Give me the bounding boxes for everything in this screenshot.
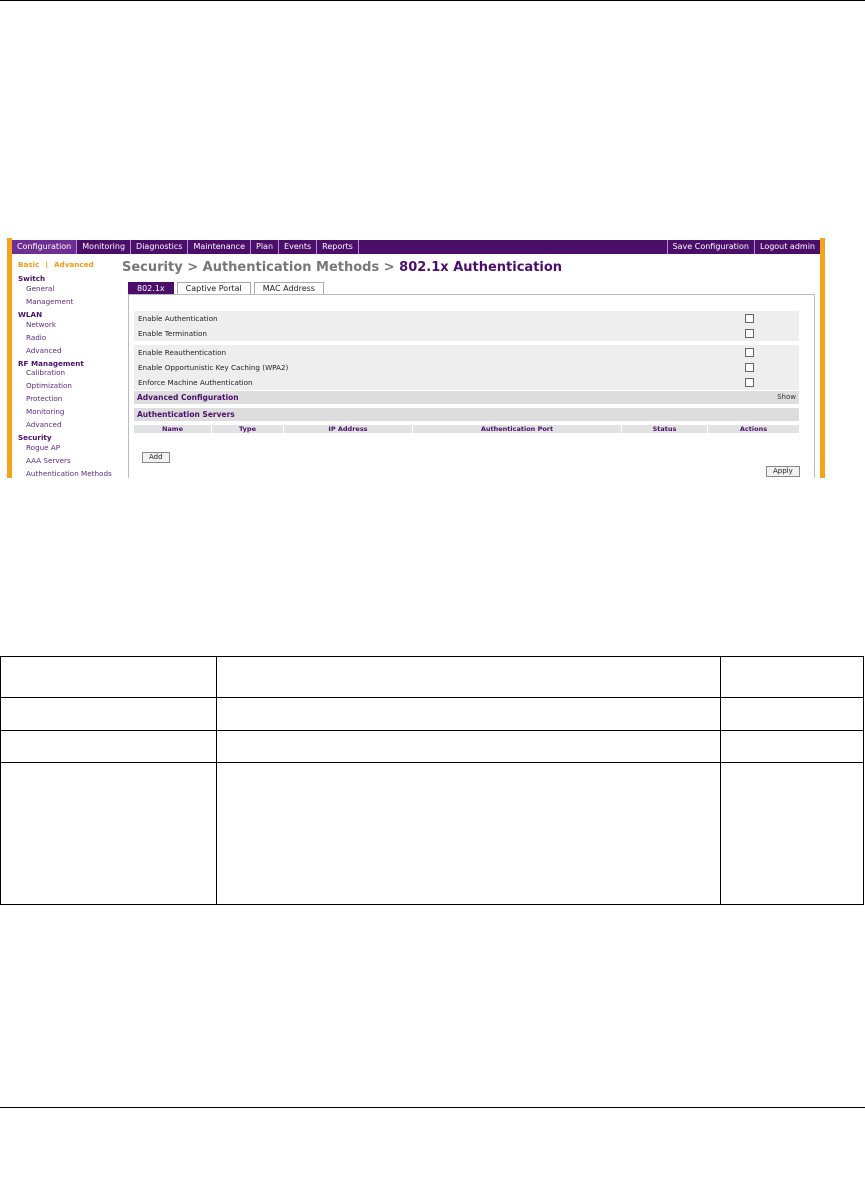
nav-tab-reports[interactable]: Reports [317,240,359,254]
table-cell [217,657,721,698]
page-title [122,260,562,275]
sidebar-section-security: Security [18,433,52,442]
sidebar-item-management[interactable]: Management [26,297,74,306]
table-cell [1,763,217,905]
advanced-configuration-bar [134,391,799,404]
table-cell [1,731,217,763]
option-row [134,311,799,326]
footer-rule [0,1107,865,1108]
breadcrumb-current: 802.1x Authentication [399,260,563,275]
right-accent-bar [820,238,825,478]
basic-mode-link[interactable]: Basic [18,260,40,269]
show-advanced-link[interactable]: Show [777,393,796,401]
sidebar-item-general[interactable]: General [26,284,55,293]
logout-link[interactable]: Logout admin [754,240,820,254]
sidebar-item-radio[interactable]: Radio [26,333,47,342]
sidebar-item-rogue-ap[interactable]: Rogue AP [26,443,61,452]
enable-okc-checkbox[interactable] [745,363,754,372]
table-cell [721,657,864,698]
table-cell [721,731,864,763]
sidebar-section-rf-management: RF Management [18,359,84,368]
table-cell [217,698,721,731]
sidebar-item-wlan-advanced[interactable]: Advanced [26,346,62,355]
authentication-servers-bar [134,408,799,421]
enforce-machine-auth-checkbox[interactable] [745,378,754,387]
option-row [134,326,799,341]
table-header-row [1,657,864,698]
breadcrumb-path: Security > Authentication Methods > [122,260,400,275]
table-cell [721,698,864,731]
enable-okc-label: Enable Opportunistic Key Caching (WPA2) [138,363,289,372]
sidebar-item-monitoring[interactable]: Monitoring [26,407,65,416]
top-navigation [12,240,820,254]
enable-termination-checkbox[interactable] [745,329,754,338]
column-header-ip-address: IP Address [284,425,413,433]
nav-tab-diagnostics[interactable]: Diagnostics [131,240,188,254]
nav-tab-monitoring[interactable]: Monitoring [77,240,131,254]
sidebar [12,254,116,478]
sidebar-mode-switch [18,260,94,269]
column-header-auth-port: Authentication Port [413,425,622,433]
table-row [1,731,864,763]
enable-authentication-checkbox[interactable] [745,314,754,323]
column-header-actions: Actions [739,425,768,433]
mode-separator: | [45,260,48,269]
sidebar-item-optimization[interactable]: Optimization [26,381,72,390]
nav-tab-maintenance[interactable]: Maintenance [188,240,251,254]
table-cell [1,657,217,698]
tab-8021x[interactable]: 802.1x [128,282,174,294]
sidebar-item-aaa-servers[interactable]: AAA Servers [26,456,71,465]
option-row [134,360,799,375]
enforce-machine-auth-label: Enforce Machine Authentication [138,378,253,387]
apply-button[interactable]: Apply [766,466,800,477]
header-rule [0,0,865,1]
table-row [1,698,864,731]
authentication-servers-title: Authentication Servers [137,410,235,419]
column-header-status: Status [622,425,708,433]
table-cell [217,763,721,905]
table-row [1,763,864,905]
save-configuration-link[interactable]: Save Configuration [667,240,754,254]
advanced-configuration-title: Advanced Configuration [137,393,239,402]
enable-reauthentication-checkbox[interactable] [745,348,754,357]
column-header-name: Name [134,425,212,433]
sub-tabs [128,282,327,294]
sidebar-item-authentication-methods[interactable]: Authentication Methods [26,469,112,478]
add-server-button[interactable]: Add [142,452,170,463]
tab-captive-portal[interactable]: Captive Portal [177,282,251,294]
screenshot [7,238,825,478]
enable-authentication-label: Enable Authentication [138,314,218,323]
sidebar-section-switch: Switch [18,274,46,283]
nav-tab-events[interactable]: Events [279,240,317,254]
sidebar-item-network[interactable]: Network [26,320,57,329]
option-row [134,345,799,360]
enable-reauthentication-label: Enable Reauthentication [138,348,227,357]
table-cell [217,731,721,763]
table-cell [721,763,864,905]
sidebar-section-wlan: WLAN [18,310,43,319]
sidebar-item-calibration[interactable]: Calibration [26,368,66,377]
sidebar-item-protection[interactable]: Protection [26,394,63,403]
document-table [0,656,864,905]
tab-mac-address[interactable]: MAC Address [254,282,324,294]
settings-panel [128,294,815,478]
nav-spacer [359,240,667,254]
column-header-type: Type [212,425,284,433]
servers-table-header [134,425,799,433]
enable-termination-label: Enable Termination [138,329,207,338]
nav-tab-plan[interactable]: Plan [251,240,279,254]
advanced-mode-link[interactable]: Advanced [53,260,94,269]
option-row [134,375,799,390]
sidebar-item-rf-advanced[interactable]: Advanced [26,420,62,429]
nav-tab-configuration[interactable]: Configuration [12,240,77,254]
table-cell [1,698,217,731]
